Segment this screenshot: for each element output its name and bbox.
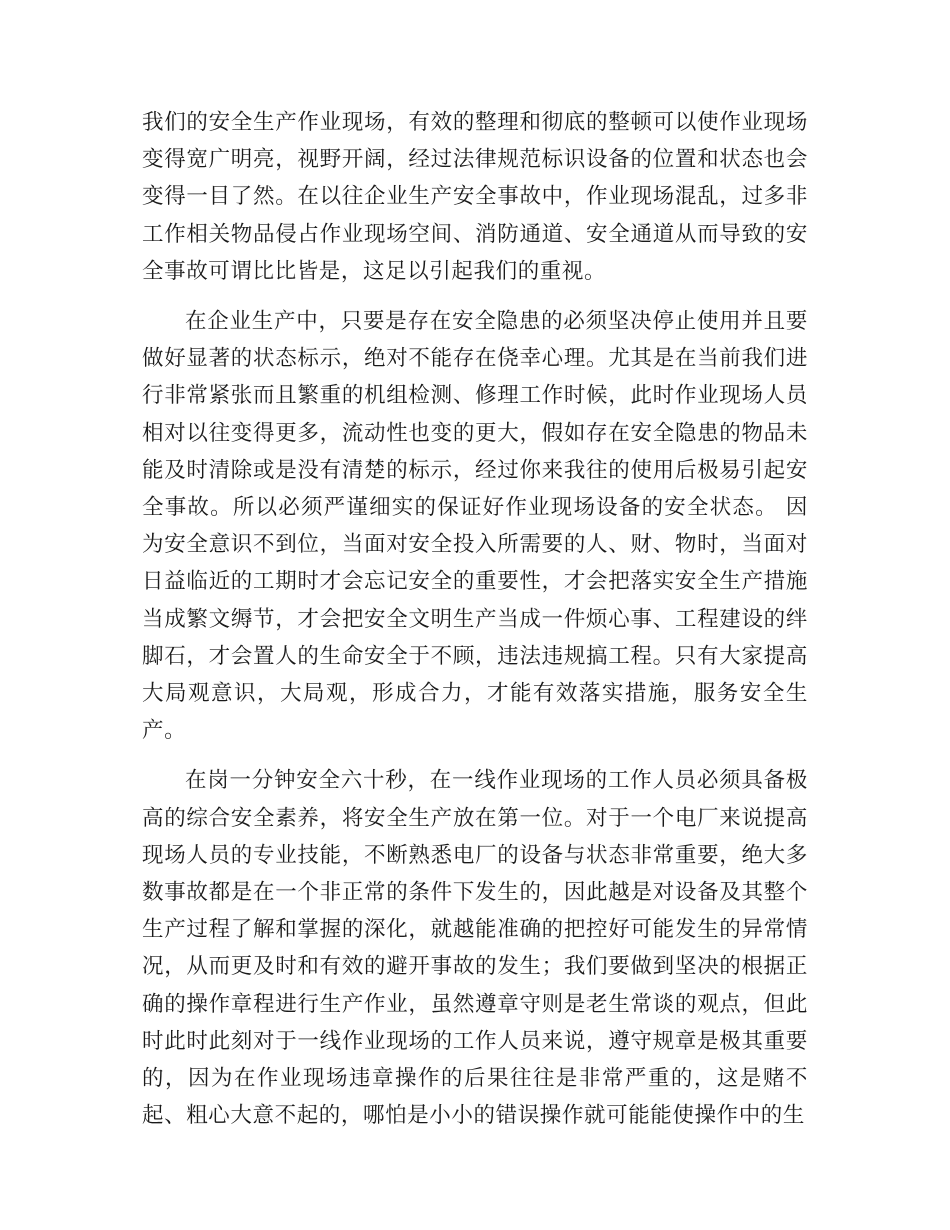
paragraph-2: 在企业生产中，只要是存在安全隐患的必须坚决停止使用并且要做好显著的状态标示，绝对不能存在侥幸心理。尤其是在当前我们进行非常紧张而且繁重的机组检测、修理工作时候，此时作业现场人员相对以往变得更多，流动性也变的更大，假如存在安全隐患的物品未能及时清除或是没有清楚的标示，经过你来我往的使用后极易引起安全事故。所以必须严谨细实的保证好作业现场设备的安全状态。 因为安全意识不到位，当面对安全投入所需要的人、财、物时，当面对日益临近的工期时才会忘记安全的重要性，才会把落实安全生产措施当成繁文缛节，才会把安全文明生产当成一件烦心事、工程建设的绊脚石，才会置人的生命安全于不顾，违法违规搞工程。只有大家提高大局观意识，大局观，形成合力，才能有效落实措施，服务安全生产。: [142, 309, 808, 744]
paragraph-1: 我们的安全生产作业现场，有效的整理和彻底的整顿可以使作业现场变得宽广明亮，视野开阔，经过法律规范标识设备的位置和状态也会变得一目了然。在以往企业生产安全事故中，作业现场混乱，过多非工作相关物品侵占作业现场空间、消防通道、安全通道从而导致的安全事故可谓比比皆是，这足以引起我们的重视。: [142, 110, 808, 284]
document-body: [142, 104, 808, 1147]
paragraph-3: 在岗一分钟安全六十秒，在一线作业现场的工作人员必须具备极高的综合安全素养，将安全生产放在第一位。对于一个电厂来说提高现场人员的专业技能，不断熟悉电厂的设备与状态非常重要，绝大多数事故都是在一个非正常的条件下发生的，因此越是对设备及其整个生产过程了解和掌握的深化，就越能准确的把控好可能发生的异常情况，从而更及时和有效的避开事故的发生；我们要做到坚决的根据正确的操作章程进行生产作业，虽然遵章守则是老生常谈的观点，但此时此时此刻对于一线作业现场的工作人员来说，遵守规章是极其重要的，因为在作业现场违章操作的后果往往是非常严重的，这是赌不起、粗心大意不起的，哪怕是小小的错误操作就可能能使操作中的生: [142, 768, 808, 1129]
